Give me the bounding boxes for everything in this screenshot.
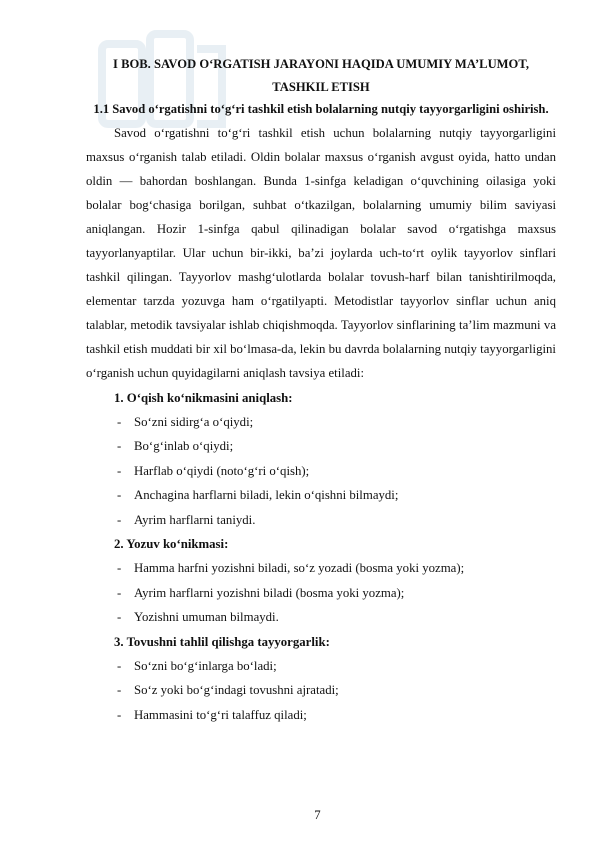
list-item [86,703,556,727]
list-item-text: So‘z yoki bo‘g‘indagi tovushni ajratadi; [134,683,339,698]
bullet-dash: - [117,488,122,503]
list-item [86,556,556,580]
list-item [86,459,556,483]
section-title: 1.1 Savod o‘rgatishni to‘g‘ri tashkil etish bolalarning nutqiy tayyorgarligini oshirish. [93,102,549,116]
list-item-text: Hammasini to‘g‘ri talaffuz qiladi; [134,707,307,722]
bullet-dash: - [117,512,122,527]
list-item-text: Yozishni umuman bilmaydi. [134,610,279,625]
list-item-text: Harflab o‘qiydi (noto‘g‘ri o‘qish); [134,463,310,478]
list-heading: 2. Yozuv ko‘nikmasi: [114,536,229,551]
list-item-text: Bo‘g‘inlab o‘qiydi; [134,439,234,454]
list-heading: 1. O‘qish ko‘nikmasini aniqlash: [114,390,293,405]
bullet-dash: - [117,414,122,429]
list-item [86,483,556,507]
bullet-dash: - [117,659,122,673]
bullet-dash: - [117,585,122,600]
chapter-title: I BOB. SAVOD O‘RGATISH JARAYONI HAQIDA UMUMIY MA’LUMOT, TASHKIL ETISH [113,57,529,94]
list-item-text: So‘zni sidirg‘a o‘qiydi; [134,414,254,429]
list-item [86,508,556,532]
list-heading: 3. Tovushni tahlil qilishga tayyorgarlik: [114,634,330,649]
bullet-dash: - [117,683,122,698]
bullet-dash: - [117,561,122,576]
list-item-text: Ayrim harflarni yozishni biladi (bosma yoki yozma); [134,585,405,600]
list-item-text: Anchagina harflarni biladi, lekin o‘qishni bilmaydi; [134,488,399,503]
list-item [86,654,556,678]
bullet-dash: - [117,707,122,722]
list-item-text: Ayrim harflarni taniydi. [134,512,256,527]
list-item [86,410,556,434]
list-item [86,581,556,605]
document-page [86,53,556,727]
list-item [86,605,556,629]
list-item-text: So‘zni bo‘g‘inlarga bo‘ladi; [134,659,277,673]
page-number: 7 [314,808,321,822]
bullet-dash: - [117,610,122,625]
list-item-text: Hamma harfni yozishni biladi, so‘z yozadi (bosma yoki yozma); [134,561,465,576]
list-item [86,678,556,702]
bullet-dash: - [117,463,122,478]
list-item [86,434,556,458]
bullet-dash: - [117,439,122,454]
criteria-list [86,386,556,728]
body-paragraph: Savod o‘rgatishni to‘g‘ri tashkil etish uchun bolalarning nutqiy tayyorgarligini maxsus o‘rganish talab etiladi. Oldin bolalar maxsus o‘rganish avgust oyida, hatto undan oldin — bahordan boshlangan. Bunda 1-sinfga keladigan o‘quvchining oilasiga yoki bolalar bog‘chasiga borilgan, suhbat o‘tkazilgan, bolalarning umumiy bilim saviyasi aniqlangan. Hozir 1-sinfga qabul qilinadigan bolalar savod o‘rgatishga maxsus tayyorlanyaptilar. Ular uchun bir-ikki, ba’zi joylarda uch-to‘rt oylik tayyorlov sinflari tashkil qilingan. Tayyorlov mashg‘ulotlarda bolalar tovush-harf bilan tanishtirilmoqda, elementar tarzda yozuvga ham o‘rgatilyapti. Metodistlar tayyorlov sinflar uchun aniq talablar, metodik tavsiyalar ishlab chiqishmoqda. Tayyorlov sinflarining ta’lim mazmuni va tashkil etish muddati bir xil bo‘lmasa-da, lekin bu davrda bolalarning nutqiy tayyorgarligini o‘rganish uchun quyidagilarni aniqlash tavsiya etiladi: [86,125,556,381]
